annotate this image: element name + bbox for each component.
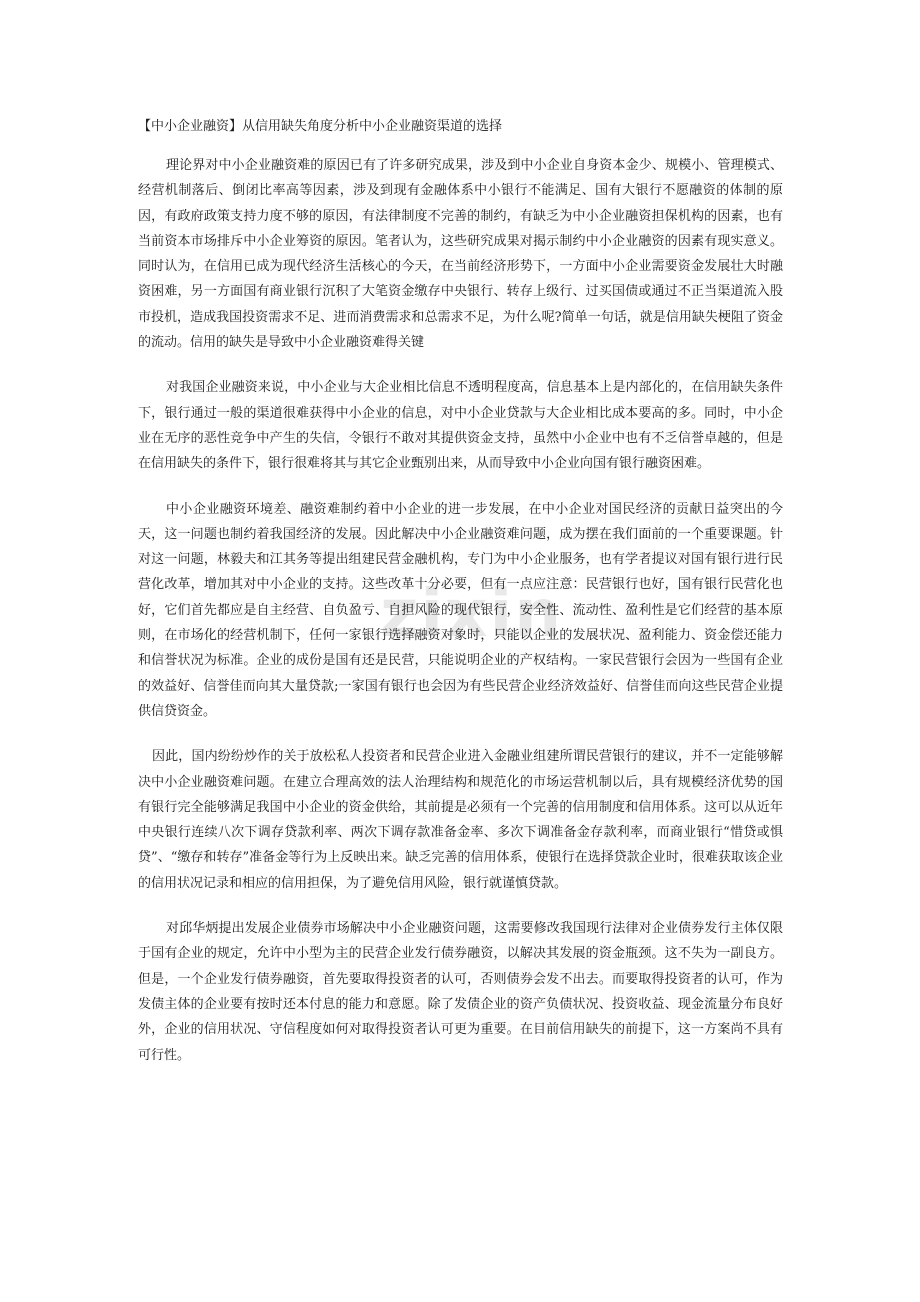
paragraph-5: 对邱华炳提出发展企业债券市场解决中小企业融资问题，这需要修改我国现行法律对企业债券发行主体仅限于国有企业的规定，允许中小型为主的民营企业发行债券融资，以解决其发展的资金瓶颈。这不失为一副良方。但是，一个企业发行债券融资，首先要取得投资者的认可，否则债券会发不出去。而要取得投资者的认可，作为发债主体的企业要有按时还本付息的能力和意愿。除了发债企业的资产负债状况、投资收益、现金流量分布良好外，企业的信用状况、守信程度如何对取得投资者认可更为重要。在目前信用缺失的前提下，这一方案尚不具有可行性。 (138, 921, 783, 1063)
document-body (138, 116, 783, 1088)
paragraph-1: 理论界对中小企业融资难的原因已有了许多研究成果，涉及到中小企业自身资本金少、规模小、管理模式、经营机制落后、倒闭比率高等因素，涉及到现有金融体系中小银行不能满足、国有大银行不愿融资的体制的原因，有政府政策支持力度不够的原因，有法律制度不完善的制约，有缺乏为中小企业融资担保机构的因素，也有当前资本市场排斥中小企业筹资的原因。笔者认为，这些研究成果对揭示制约中小企业融资的因素有现实意义。同时认为，在信用已成为现代经济生活核心的今天，在当前经济形势下，一方面中小企业需要资金发展壮大时融资困难，另一方面国有商业银行沉积了大笔资金缴存中央银行、转存上级行、过买国债或通过不正当渠道流入股市投机，造成我国投资需求不足、进而消费需求和总需求不足，为什么呢?简单一句话，就是信用缺失梗阻了资金的流动。信用的缺失是导致中小企业融资难得关键 (138, 158, 783, 351)
page-title: 【中小企业融资】从信用缺失角度分析中小企业融资渠道的选择 (138, 119, 503, 134)
watermark: zixin (380, 575, 564, 652)
paragraph-4: 因此，国内纷纷炒作的关于放松私人投资者和民营企业进入金融业组建所谓民营银行的建议，并不一定能够解决中小企业融资难问题。在建立合理高效的法人治理结构和规范化的市场运营机制以后，具有规模经济优势的国有银行完全能够满足我国中小企业的资金供给，其前提是必须有一个完善的信用制度和信用体系。这可以从近年中央银行连续八次下调存贷款利率、两次下调存款准备金率、多次下调准备金存款利率，而商业银行“惜贷或惧贷”、“缴存和转存”准备金等行为上反映出来。缺乏完善的信用体系，使银行在选择贷款企业时，很难获取该企业的信用状况记录和相应的信用担保，为了避免信用风险，银行就谨慎贷款。 (138, 749, 783, 891)
paragraph-2: 对我国企业融资来说，中小企业与大企业相比信息不透明程度高，信息基本上是内部化的，在信用缺失条件下，银行通过一般的渠道很难获得中小企业的信息，对中小企业贷款与大企业相比成本要高的多。同时，中小企业在无序的恶性竞争中产生的失信，令银行不敢对其提供资金支持，虽然中小企业中也有不乏信誉卓越的，但是在信用缺失的条件下，银行很难将其与其它企业甄别出来，从而导致中小企业向国有银行融资困难。 (138, 380, 783, 472)
paragraph-3: 中小企业融资环境差、融资难制约着中小企业的进一步发展，在中小企业对国民经济的贡献日益突出的今天，这一问题也制约着我国经济的发展。因此解决中小企业融资难问题，成为摆在我们面前的一个重要课题。针对这一问题，林毅夫和江其务等提出组建民营金融机构，专门为中小企业服务，也有学者提议对国有银行进行民营化改革，增加其对中小企业的支持。这些改革十分必要，但有一点应注意：民营银行也好，国有银行民营化也好，它们首先都应是自主经营、自负盈亏、自担风险的现代银行，安全性、流动性、盈利性是它们经营的基本原则，在市场化的经营机制下，任何一家银行选择融资对象时，只能以企业的发展状况、盈利能力、资金偿还能力和信誉状况为标准。企业的成份是国有还是民营，只能说明企业的产权结构。一家民营银行会因为一些国有企业的效益好、信誉佳而向其大量贷款;一家国有银行也会因为有些民营企业经济效益好、信誉佳而向这些民营企业提供信贷资金。 (138, 501, 783, 719)
